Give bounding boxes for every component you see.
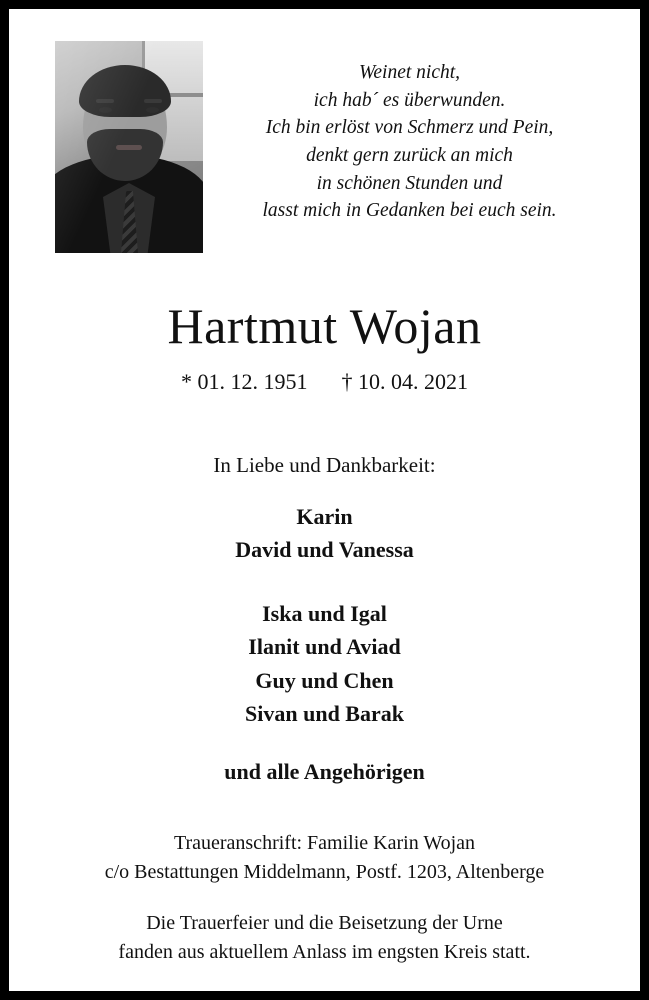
photo-eyebrow-right <box>144 99 162 103</box>
life-dates <box>33 369 616 395</box>
family-member: Ilanit und Aviad <box>248 634 401 660</box>
dedication-text: In Liebe und Dankbarkeit: <box>213 453 436 477</box>
verse-line: in schönen Stunden und <box>316 172 503 194</box>
family-group-secondary <box>33 597 616 731</box>
family-member: Guy und Chen <box>255 667 394 693</box>
notice-line: Die Trauerfeier und die Beisetzung der Urne <box>146 911 503 934</box>
notice-line: fanden aus aktuellem Anlass im engsten Kreis statt. <box>118 940 531 963</box>
verse-line: lasst mich in Gedanken bei euch sein. <box>262 200 557 222</box>
photo-eye-right <box>146 107 159 113</box>
birth-date: * 01. 12. 1951 <box>181 369 308 394</box>
portrait-photo <box>55 41 203 253</box>
verse-line: ich hab´ es überwunden. <box>313 89 506 111</box>
verse-line: Weinet nicht, <box>358 62 461 83</box>
header-row <box>33 31 616 253</box>
deceased-name: Hartmut Wojan <box>167 298 482 354</box>
family-member: David und Vanessa <box>235 537 414 563</box>
obituary-inner <box>9 9 640 991</box>
family-member: Sivan und Barak <box>245 701 404 727</box>
photo-mouth <box>116 145 142 150</box>
memorial-verse <box>203 31 616 225</box>
address-line: Traueranschrift: Familie Karin Wojan <box>173 831 476 854</box>
family-member: Karin <box>296 504 353 529</box>
verse-line: Ich bin erlöst von Schmerz und Pein, <box>265 117 554 139</box>
ceremony-notice <box>33 909 616 967</box>
closing-line: und alle Angehörigen <box>224 758 425 784</box>
photo-eyebrow-left <box>96 99 114 103</box>
photo-eye-left <box>99 107 112 113</box>
verse-line: denkt gern zurück an mich <box>306 145 513 167</box>
mourning-address <box>33 829 616 887</box>
family-member: Iska und Igal <box>262 600 387 626</box>
address-line: c/o Bestattungen Middelmann, Postf. 1203, Altenberge <box>104 860 545 883</box>
death-date: † 10. 04. 2021 <box>341 369 468 394</box>
footer-block <box>33 829 616 967</box>
family-group-primary <box>33 500 616 567</box>
